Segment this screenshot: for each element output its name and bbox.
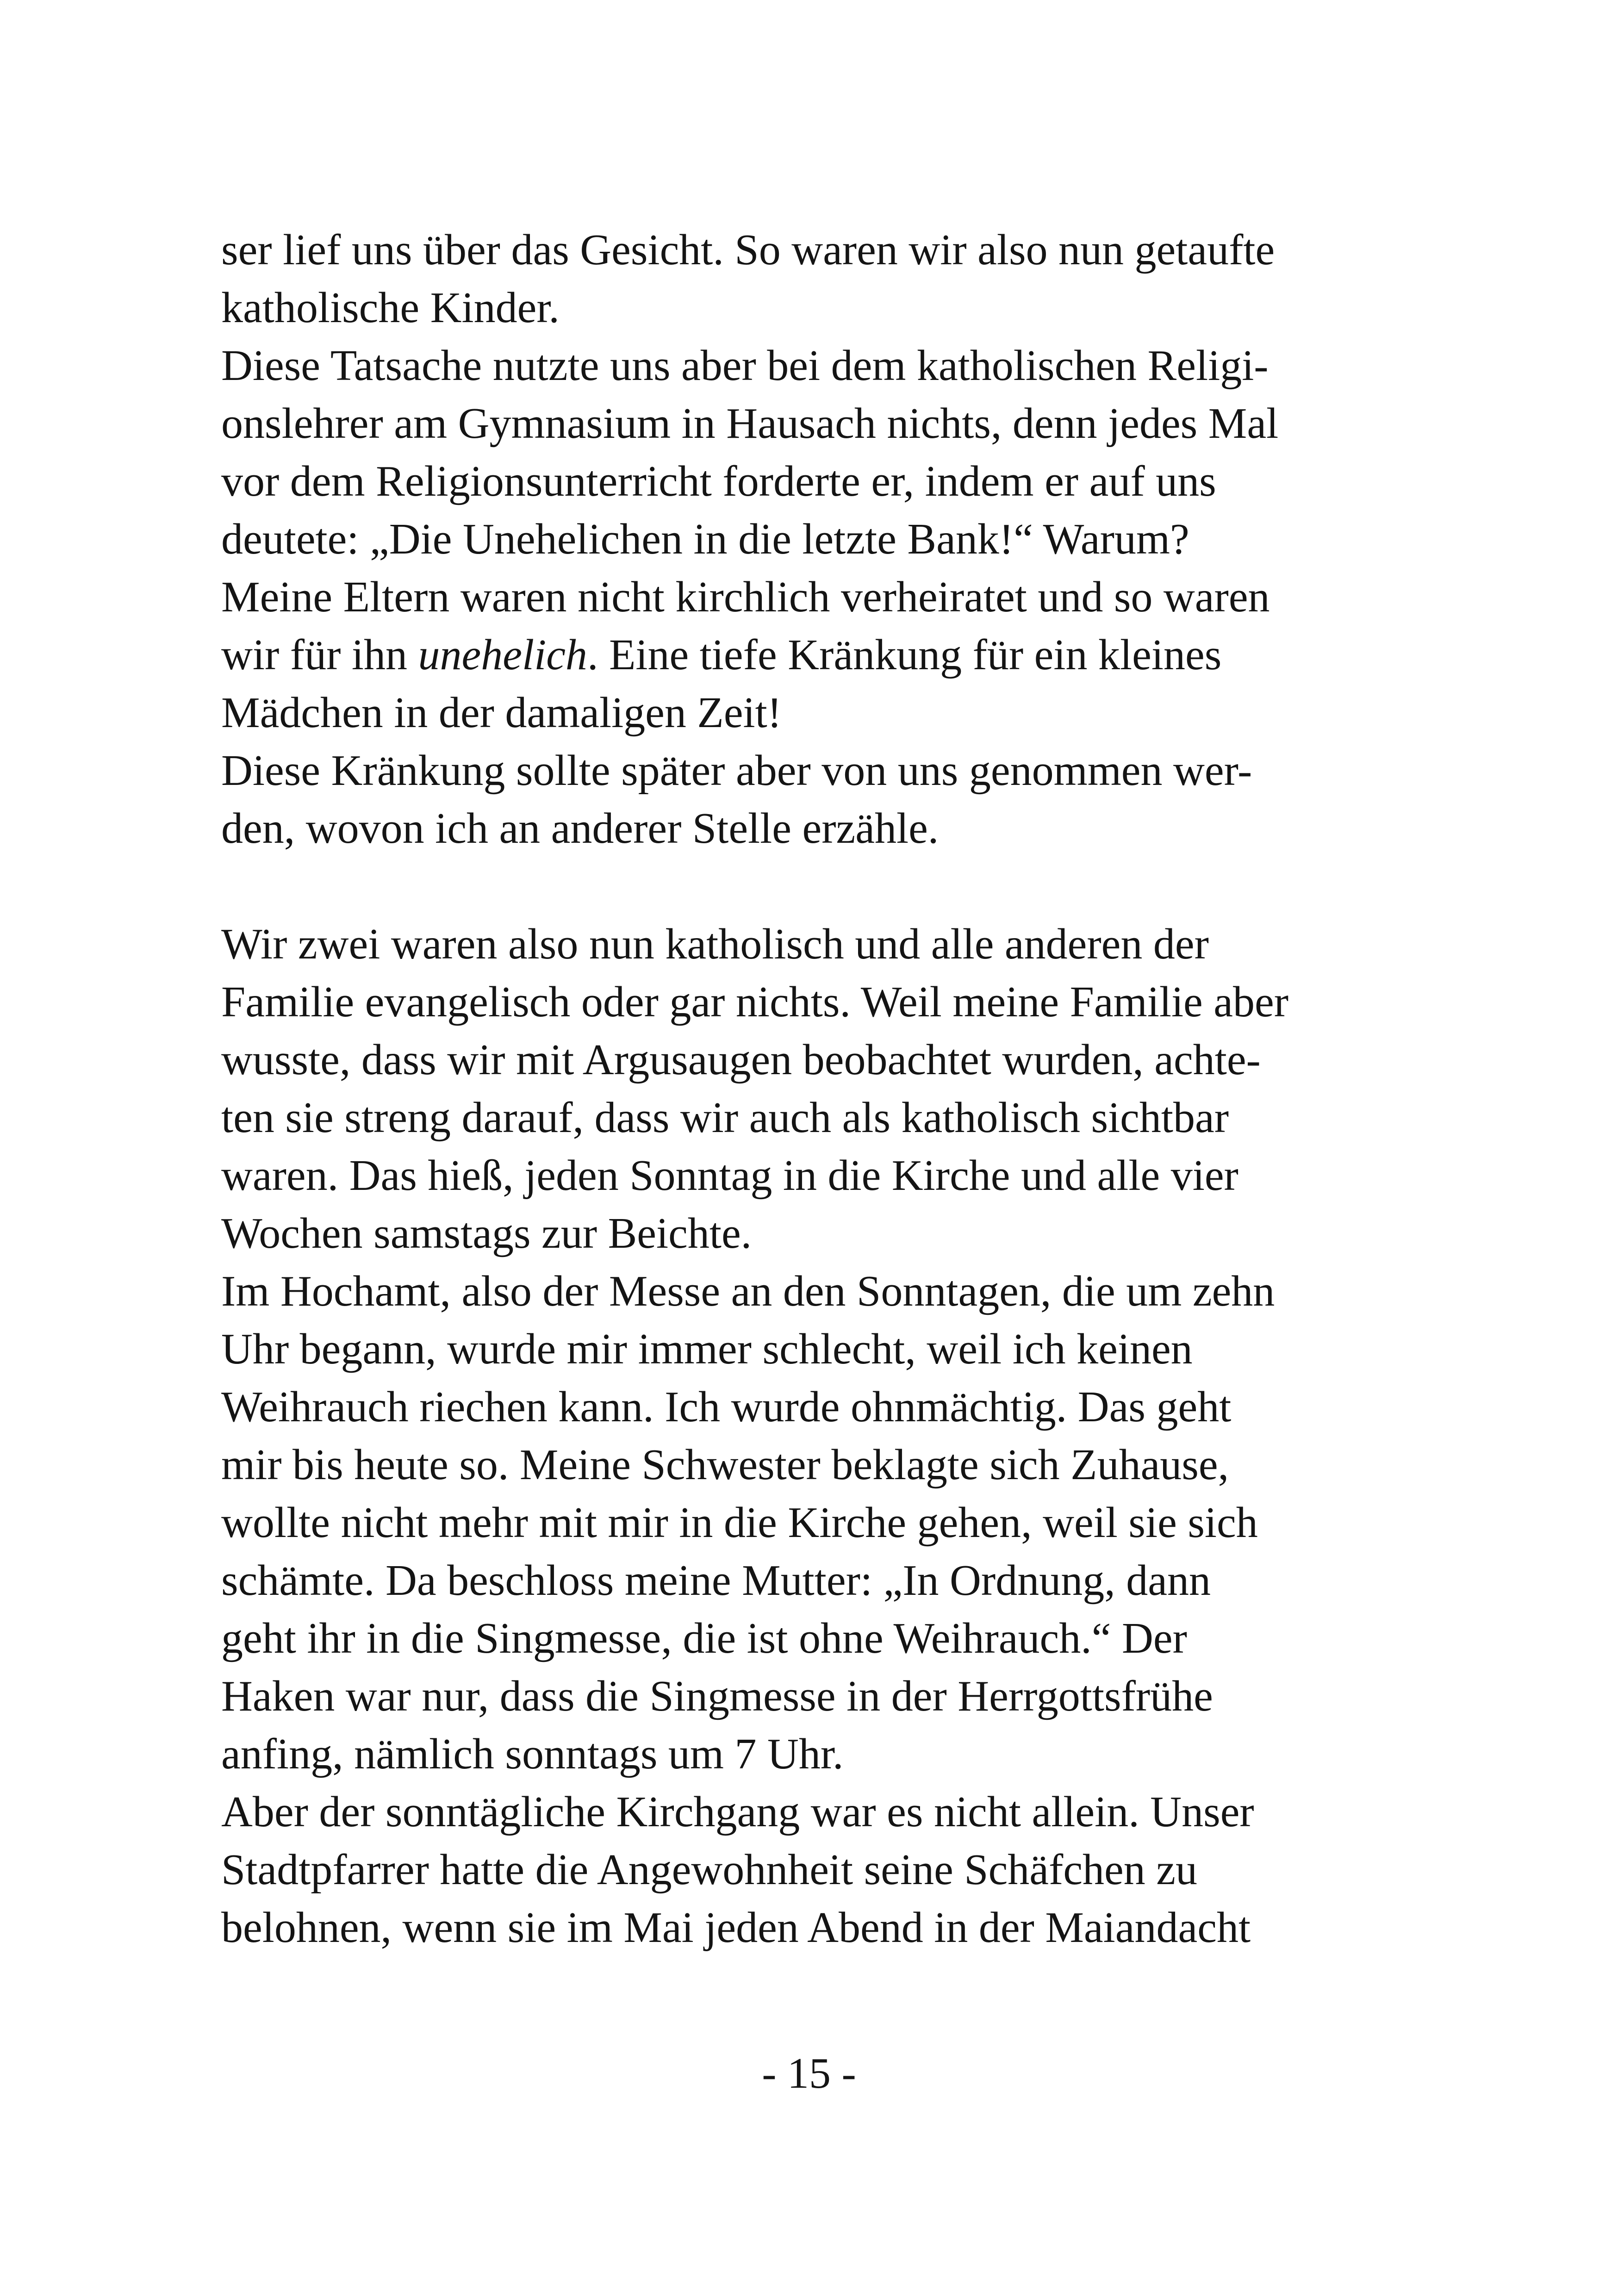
text-line: schämte. Da beschloss meine Mutter: „In Ordnung, dann (221, 1556, 1211, 1605)
text-line: anfing, nämlich sonntags um 7 Uhr. (221, 1730, 844, 1778)
text-line: den, wovon ich an anderer Stelle erzähle. (221, 804, 939, 852)
emphasized-word: unehelich (418, 631, 587, 679)
text-line: Weihrauch riechen kann. Ich wurde ohnmächtig. Das geht (221, 1383, 1232, 1431)
text-line: Aber der sonntägliche Kirchgang war es nicht allein. Unser (221, 1788, 1254, 1836)
text-line: wollte nicht mehr mit mir in die Kirche gehen, weil sie sich (221, 1499, 1258, 1547)
text-line: waren. Das hieß, jeden Sonntag in die Kirche und alle vier (221, 1151, 1238, 1200)
text-segment: . Eine tiefe Kränkung für ein kleines (587, 631, 1222, 679)
page-number: - 15 - (762, 2049, 856, 2097)
text-segment: wir für ihn (221, 631, 418, 679)
text-line: Uhr begann, wurde mir immer schlecht, weil ich keinen (221, 1325, 1193, 1373)
text-line: Diese Kränkung sollte später aber von uns genommen wer- (221, 747, 1252, 795)
text-line: Familie evangelisch oder gar nichts. Weil meine Familie aber (221, 978, 1289, 1026)
text-line: Stadtpfarrer hatte die Angewohnheit seine Schäfchen zu (221, 1846, 1197, 1894)
text-line: ten sie streng darauf, dass wir auch als katholisch sichtbar (221, 1094, 1229, 1142)
text-line: wusste, dass wir mit Argusaugen beobachtet wurden, achte- (221, 1036, 1261, 1084)
text-line: Diese Tatsache nutzte uns aber bei dem katholischen Religi- (221, 342, 1269, 390)
text-line: Haken war nur, dass die Singmesse in der Herrgottsfrühe (221, 1672, 1213, 1720)
text-line: geht ihr in die Singmesse, die ist ohne Weihrauch.“ Der (221, 1614, 1187, 1662)
text-line-with-emphasis (221, 626, 1406, 684)
paragraph-gap (221, 858, 1406, 915)
text-line: mir bis heute so. Meine Schwester beklagte sich Zuhause, (221, 1441, 1229, 1489)
text-line: Mädchen in der damaligen Zeit! (221, 689, 782, 737)
text-line: Meine Eltern waren nicht kirchlich verheiratet und so waren (221, 573, 1270, 621)
text-line: vor dem Religionsunterricht forderte er, indem er auf uns (221, 457, 1216, 505)
text-line: belohnen, wenn sie im Mai jeden Abend in der Maiandacht (221, 1904, 1251, 1952)
text-line: Wochen samstags zur Beichte. (221, 1209, 752, 1257)
text-line: Wir zwei waren also nun katholisch und alle anderen der (221, 920, 1209, 968)
text-line: onslehrer am Gymnasium in Hausach nichts, denn jedes Mal (221, 399, 1279, 448)
text-line: katholische Kinder. (221, 284, 560, 332)
text-line: Im Hochamt, also der Messe an den Sonntagen, die um zehn (221, 1267, 1275, 1315)
text-line: ser lief uns über das Gesicht. So waren wir also nun getaufte (221, 226, 1275, 274)
text-line: deutete: „Die Unehelichen in die letzte Bank!“ Warum? (221, 515, 1189, 563)
body-text (221, 221, 1406, 1957)
